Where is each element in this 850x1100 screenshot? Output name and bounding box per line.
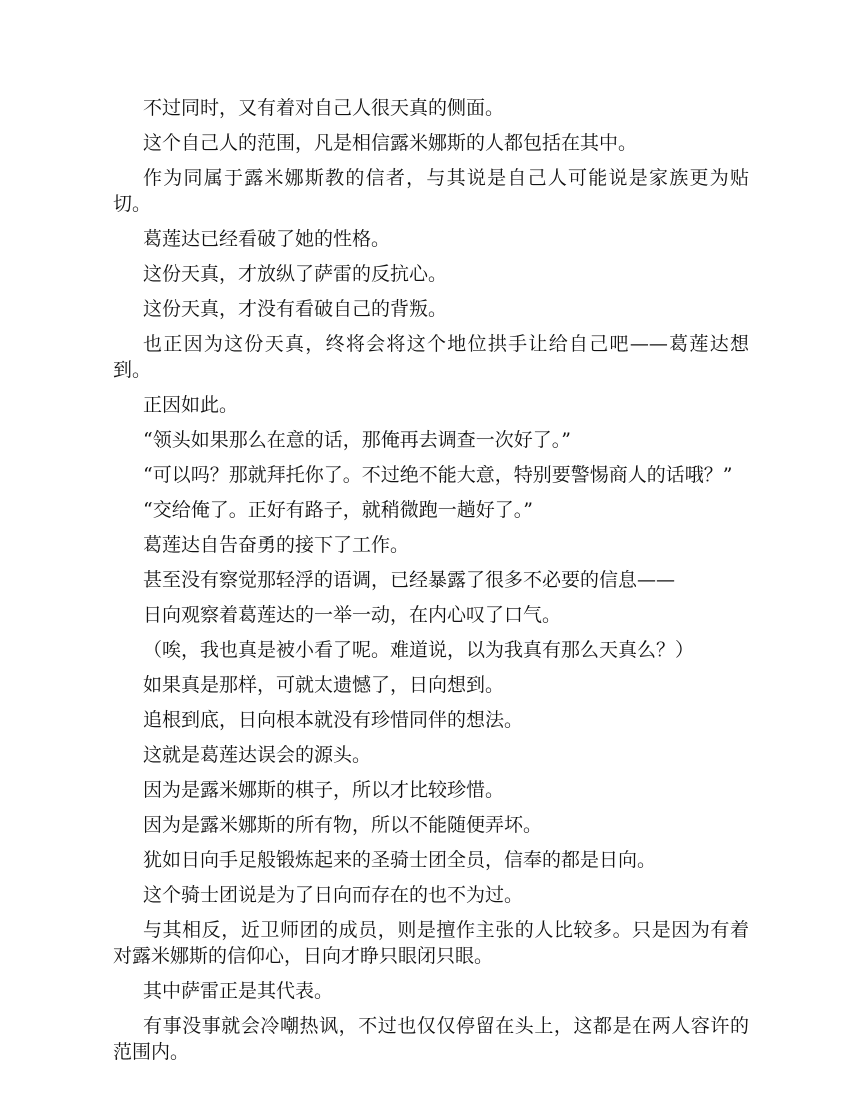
paragraph: 其中萨雷正是其代表。 — [143, 980, 334, 1002]
paragraph: 日向观察着葛莲达的一举一动，在内心叹了口气。 — [143, 604, 562, 626]
paragraph: 甚至没有察觉那轻浮的语调，已经暴露了很多不必要的信息—— — [143, 569, 676, 591]
paragraph: “领头如果那么在意的话，那俺再去调查一次好了。” — [143, 429, 571, 451]
paragraph: “可以吗？那就拜托你了。不过绝不能大意，特别要警惕商人的话哦？” — [143, 464, 733, 486]
paragraph: 这份天真，才没有看破自己的背叛。 — [143, 298, 448, 320]
paragraph: （唉，我也真是被小看了呢。难道说，以为我真有那么天真么？） — [143, 639, 695, 661]
paragraph: 因为是露米娜斯的棋子，所以才比较珍惜。 — [143, 779, 505, 801]
paragraph: 犹如日向手足般锻炼起来的圣骑士团全员，信奉的都是日向。 — [143, 849, 657, 871]
paragraph: 这就是葛莲达误会的源头。 — [143, 744, 372, 766]
paragraph: 这个自己人的范围，凡是相信露米娜斯的人都包括在其中。 — [143, 132, 638, 154]
paragraph: 与其相反，近卫师团的成员，则是擅作主张的人比较多。只是因为有着对露米娜斯的信仰心，日向才睁只眼闭只眼。 — [113, 919, 749, 967]
paragraph: 这个骑士团说是为了日向而存在的也不为过。 — [143, 884, 524, 906]
paragraph: 这份天真，才放纵了萨雷的反抗心。 — [143, 263, 448, 285]
paragraph: 正因如此。 — [143, 394, 239, 416]
paragraph: “交给俺了。正好有路子，就稍微跑一趟好了。” — [143, 499, 533, 521]
paragraph: 因为是露米娜斯的所有物，所以不能随便弄坏。 — [143, 814, 543, 836]
paragraph: 追根到底，日向根本就没有珍惜同伴的想法。 — [143, 709, 524, 731]
paragraph: 葛莲达已经看破了她的性格。 — [143, 228, 391, 250]
paragraph: 葛莲达自告奋勇的接下了工作。 — [143, 534, 410, 556]
body-text — [113, 95, 749, 1074]
paragraph: 也正因为这份天真，终将会将这个地位拱手让给自己吧——葛莲达想到。 — [113, 333, 749, 381]
paragraph: 作为同属于露米娜斯教的信者，与其说是自己人可能说是家族更为贴切。 — [113, 167, 749, 215]
paragraph: 如果真是那样，可就太遗憾了，日向想到。 — [143, 674, 505, 696]
paragraph: 有事没事就会冷嘲热讽，不过也仅仅停留在头上，这都是在两人容许的范围内。 — [113, 1015, 749, 1063]
paragraph: 不过同时，又有着对自己人很天真的侧面。 — [143, 97, 505, 119]
